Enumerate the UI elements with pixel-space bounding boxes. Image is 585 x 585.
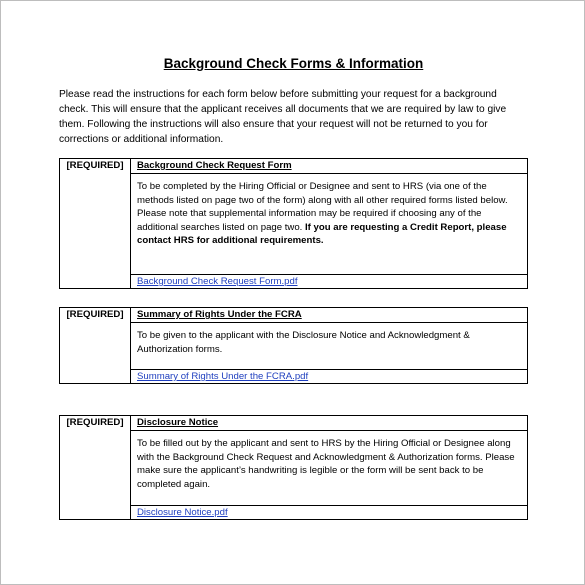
- form-table-background-check-request: [59, 158, 528, 289]
- form-table-disclosure-notice: [59, 415, 528, 520]
- form-description: [131, 174, 527, 252]
- form-description: To be given to the applicant with the Disclosure Notice and Acknowledgment & Authorization forms.: [137, 330, 470, 355]
- form-table-summary-of-rights: [59, 307, 528, 384]
- form-name: Summary of Rights Under the FCRA: [137, 309, 302, 320]
- form-name: Disclosure Notice: [137, 417, 219, 428]
- intro-paragraph: Please read the instructions for each form below before submitting your request for a background check. This will ensure that the applicant receives all documents that we are required by law to give them. Following the instructions will also ensure that your request will not be returned to you for corrections or additional information.: [59, 89, 507, 145]
- form-pdf-link[interactable]: Background Check Request Form.pdf: [137, 276, 298, 287]
- form-name: Background Check Request Form: [137, 160, 292, 171]
- form-description: To be filled out by the applicant and sent to HRS by the Hiring Official or Designee along with the Background Check Request and Acknowledgment & Authorization forms. Please make sure the applicant’s handwriting is legible or the form will be sent back to be completed again.: [137, 438, 515, 490]
- form-pdf-link[interactable]: Summary of Rights Under the FCRA.pdf: [137, 371, 309, 382]
- required-label: [REQUIRED]: [60, 416, 131, 520]
- form-description-text: To be completed by the Hiring Official or Designee and sent to HRS (via one of the methods listed on page two of the form) along with all other required forms listed below. Please note that supplemental information may be required if choosing any of the additional searches listed on page two.: [137, 181, 508, 233]
- required-label: [REQUIRED]: [60, 159, 131, 289]
- page-title: Background Check Forms & Information: [163, 56, 424, 71]
- required-label: [REQUIRED]: [60, 308, 131, 384]
- form-description-bold: If you are requesting a Credit Report, please contact HRS for additional requirements.: [137, 221, 507, 247]
- form-pdf-link[interactable]: Disclosure Notice.pdf: [137, 507, 228, 518]
